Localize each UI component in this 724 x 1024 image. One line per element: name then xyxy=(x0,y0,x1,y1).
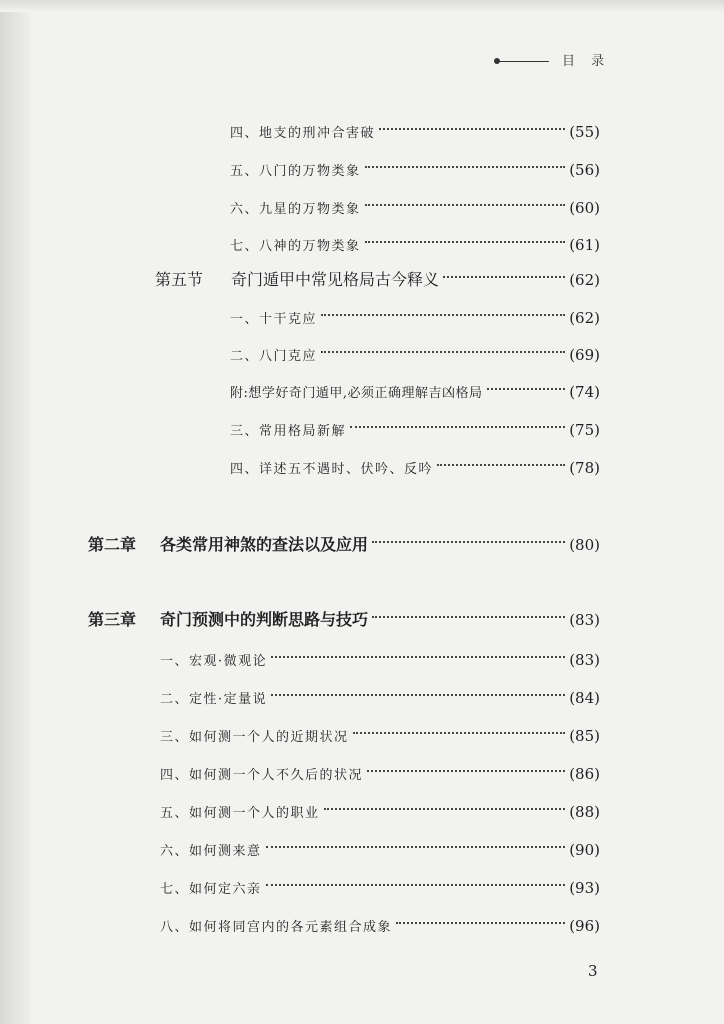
toc-entry xyxy=(230,196,600,220)
toc-page-ref: (69) xyxy=(569,346,600,364)
toc-entry xyxy=(230,380,600,404)
toc-entry-title: 五、如何测一个人的职业 xyxy=(160,806,320,821)
section-title-text: 奇门遁甲中常见格局古今释义 xyxy=(231,270,440,289)
toc-leader-dots xyxy=(271,694,565,696)
chapter-number: 第三章 xyxy=(88,610,137,629)
toc-entry xyxy=(160,876,600,900)
toc-chapter-title xyxy=(88,533,368,557)
chapter-title-text: 奇门预测中的判断思路与技巧 xyxy=(160,610,369,629)
header-rule xyxy=(497,61,549,62)
toc-leader-dots xyxy=(437,464,565,466)
toc-leader-dots xyxy=(367,770,565,772)
chapter-title-text: 各类常用神煞的查法以及应用 xyxy=(160,535,369,554)
toc-leader-dots xyxy=(353,732,566,734)
chapter-number: 第二章 xyxy=(88,535,137,554)
toc-section-entry xyxy=(155,268,600,292)
toc-entry xyxy=(230,120,600,144)
toc-page-ref: (62) xyxy=(569,271,600,289)
toc-page-ref: (55) xyxy=(569,123,600,141)
toc-leader-dots xyxy=(365,166,566,168)
toc-entry-title: 七、八神的万物类象 xyxy=(230,239,361,254)
toc-entry-title: 二、八门克应 xyxy=(230,349,318,364)
toc-leader-dots xyxy=(271,656,565,658)
toc-entry xyxy=(160,686,600,710)
toc-entry-title: 一、宏观·微观论 xyxy=(160,654,268,669)
toc-entry xyxy=(160,762,600,786)
toc-leader-dots xyxy=(321,314,565,316)
toc-leader-dots xyxy=(321,351,565,353)
toc-leader-dots xyxy=(266,884,566,886)
toc-chapter-entry xyxy=(88,533,600,557)
toc-page-ref: (56) xyxy=(569,161,600,179)
toc-entry xyxy=(230,456,600,480)
toc-entry xyxy=(230,343,600,367)
toc-entry-title: 七、如何定六亲 xyxy=(160,882,262,897)
toc-page-ref: (62) xyxy=(569,309,600,327)
toc-page-ref: (88) xyxy=(569,803,600,821)
toc-entry xyxy=(160,838,600,862)
toc-page-ref: (93) xyxy=(569,879,600,897)
toc-leader-dots xyxy=(365,241,566,243)
toc-entry xyxy=(160,648,600,672)
toc-page-ref: (83) xyxy=(569,611,600,629)
toc-entry-title: 四、如何测一个人不久后的状况 xyxy=(160,768,364,783)
toc-leader-dots xyxy=(443,276,565,278)
toc-entry-title: 八、如何将同宫内的各元素组合成象 xyxy=(160,920,393,935)
toc-entry-title: 三、如何测一个人的近期状况 xyxy=(160,730,349,745)
toc-page-ref: (96) xyxy=(569,917,600,935)
page-edge-shadow xyxy=(0,0,30,1024)
toc-page-ref: (83) xyxy=(569,651,600,669)
toc-page-ref: (86) xyxy=(569,765,600,783)
toc-section-title xyxy=(155,268,439,292)
toc-chapter-title xyxy=(88,608,368,632)
toc-leader-dots xyxy=(372,616,565,618)
toc-entry-title: 六、如何测来意 xyxy=(160,844,262,859)
toc-entry-title: 四、地支的刑冲合害破 xyxy=(230,126,376,141)
toc-page-ref: (78) xyxy=(569,459,600,477)
toc-chapter-entry xyxy=(88,608,600,632)
toc-entry xyxy=(230,306,600,330)
toc-leader-dots xyxy=(266,846,566,848)
toc-entry xyxy=(230,233,600,257)
toc-entry-title: 五、八门的万物类象 xyxy=(230,164,361,179)
toc-leader-dots xyxy=(324,808,566,810)
toc-leader-dots xyxy=(350,426,565,428)
toc-leader-dots xyxy=(365,204,566,206)
toc-entry xyxy=(160,800,600,824)
page-top-shadow xyxy=(0,0,724,12)
section-number: 第五节 xyxy=(155,270,204,289)
toc-entry xyxy=(160,724,600,748)
toc-leader-dots xyxy=(487,388,566,390)
toc-page-ref: (84) xyxy=(569,689,600,707)
toc-entry-title: 六、九星的万物类象 xyxy=(230,202,361,217)
toc-entry-title: 附:想学好奇门遁甲,必须正确理解吉凶格局 xyxy=(230,386,483,401)
toc-leader-dots xyxy=(372,541,565,543)
toc-entry-title: 三、常用格局新解 xyxy=(230,424,347,439)
toc-entry xyxy=(230,158,600,182)
toc-page-ref: (61) xyxy=(569,236,600,254)
toc-entry-title: 四、详述五不遇时、伏吟、反吟 xyxy=(230,462,434,477)
toc-page-ref: (60) xyxy=(569,199,600,217)
toc-entry xyxy=(160,914,600,938)
toc-leader-dots xyxy=(379,128,565,130)
page-number: 3 xyxy=(588,962,598,980)
toc-page-ref: (75) xyxy=(569,421,600,439)
toc-entry-title: 二、定性·定量说 xyxy=(160,692,268,707)
running-header: 目 录 xyxy=(562,54,611,69)
toc-page-ref: (85) xyxy=(569,727,600,745)
toc-page-ref: (74) xyxy=(569,383,600,401)
toc-page-ref: (90) xyxy=(569,841,600,859)
toc-leader-dots xyxy=(396,922,565,924)
toc-entry-title: 一、十干克应 xyxy=(230,312,318,327)
toc-page-ref: (80) xyxy=(569,536,600,554)
toc-entry xyxy=(230,418,600,442)
